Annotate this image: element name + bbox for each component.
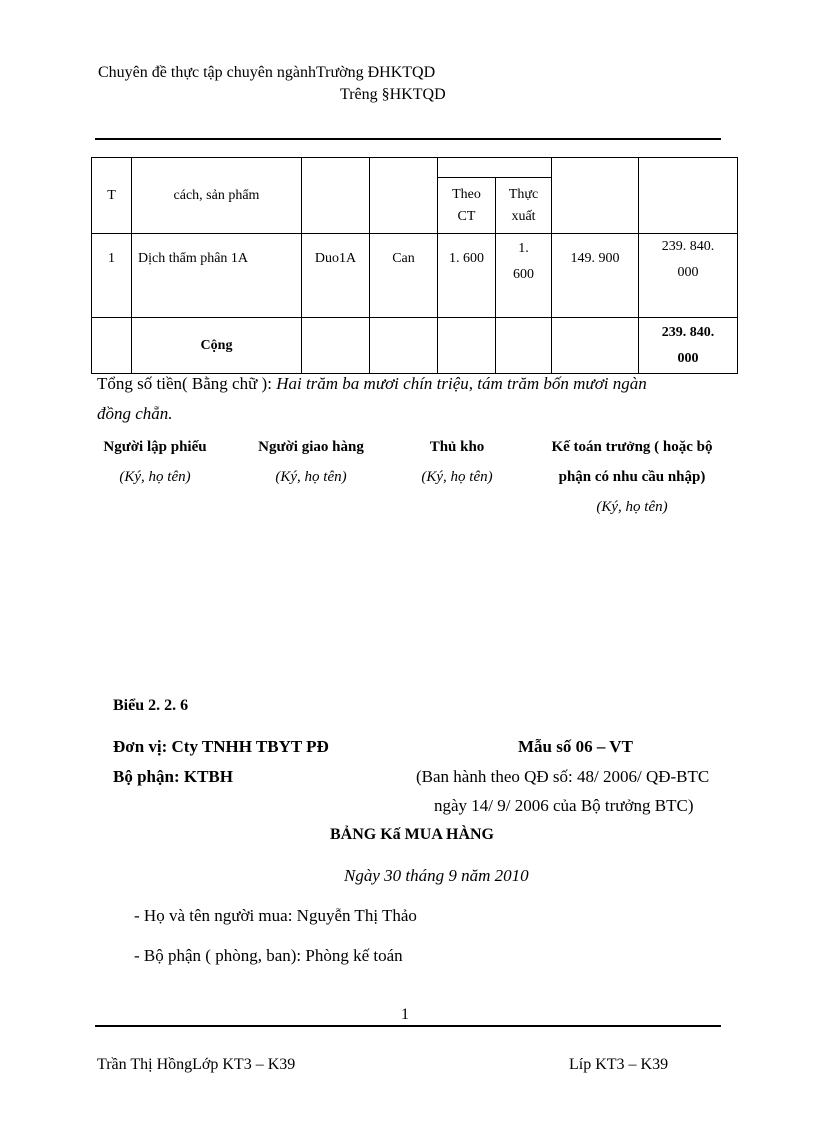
- signature-accountant-title: Kế toán trưởng ( hoặc bộ: [551, 439, 713, 455]
- amount-words-value-1: Hai trăm ba mươi chín triệu, tám trăm bốn mươi ngàn: [276, 374, 647, 393]
- head-qty-group: [438, 158, 552, 178]
- head-unit: [370, 158, 438, 234]
- bo-phan: Bộ phận: KTBH: [113, 767, 233, 786]
- total-amount-2: 000: [677, 350, 699, 366]
- head-theo: Theo: [452, 186, 481, 202]
- total-row: [92, 318, 738, 374]
- footer-right: Líp KT3 – K39: [569, 1056, 669, 1073]
- head-stt: T: [92, 158, 132, 234]
- signature-accountant: [526, 432, 738, 522]
- head-thuc: Thực: [508, 186, 539, 202]
- row-qty-ct: 1. 600: [438, 234, 496, 318]
- don-vi: Đơn vị: Cty TNHH TBYT PĐ: [113, 737, 329, 756]
- header-line-1: Chuyên đề thực tập chuyên ngànhTrường ĐHKTQD: [98, 64, 436, 81]
- head-thuc-xuat: [496, 178, 552, 234]
- head-amount: [639, 158, 738, 234]
- amount-words-line-1: [97, 374, 647, 394]
- signature-creator-title: Người lập phiếu: [103, 439, 207, 455]
- head-price: [552, 158, 639, 234]
- form-date: Ngày 30 tháng 9 năm 2010: [344, 866, 529, 885]
- footer-left: Trần Thị HồngLớp KT3 – K39: [97, 1056, 296, 1073]
- signature-deliverer: [238, 432, 384, 492]
- row-unit: Can: [370, 234, 438, 318]
- row-stt: 1: [92, 234, 132, 318]
- signature-deliverer-note: (Ký, họ tên): [275, 469, 347, 485]
- signature-creator: [85, 432, 225, 492]
- bieu-label: Biểu 2. 2. 6: [113, 697, 189, 714]
- ban-hanh-1: (Ban hành theo QĐ số: 48/ 2006/ QĐ-BTC: [416, 767, 710, 786]
- page-number: 1: [401, 1006, 409, 1023]
- row-amount-1: 239. 840.: [661, 239, 715, 254]
- head-code: [302, 158, 370, 234]
- total-amount: [639, 318, 738, 374]
- signature-storekeeper: [402, 432, 512, 492]
- header-line-2: Trêng §HKTQD: [340, 86, 446, 103]
- row-amount-2: 000: [677, 265, 699, 280]
- buyer-department: - Bộ phận ( phòng, ban): Phòng kế toán: [134, 946, 403, 965]
- row-name: Dịch thẩm phân 1A: [132, 234, 302, 318]
- mau-so: Mẫu số 06 – VT: [518, 737, 633, 756]
- goods-table: [91, 157, 738, 374]
- amount-words-label: Tổng số tiền( Bằng chữ ):: [97, 374, 272, 393]
- signature-creator-note: (Ký, họ tên): [119, 469, 191, 485]
- signature-storekeeper-title: Thủ kho: [429, 439, 485, 455]
- signature-accountant-title-2: phận có nhu cầu nhập): [558, 469, 706, 485]
- row-amount: [639, 234, 738, 318]
- row-qty-real-1: 1.: [518, 241, 529, 256]
- form-title: BẢNG Kấ MUA HÀNG: [330, 826, 494, 843]
- head-theo-ct: [438, 178, 496, 234]
- buyer-name: - Họ và tên người mua: Nguyễn Thị Thảo: [134, 906, 417, 925]
- amount-words-value-2: đồng chẵn.: [97, 404, 173, 423]
- head-name: cách, sản phẩm: [132, 158, 302, 234]
- row-code: Duo1A: [302, 234, 370, 318]
- table-row: [92, 234, 738, 318]
- signature-accountant-note: (Ký, họ tên): [596, 499, 668, 515]
- head-xuat: xuất: [511, 208, 536, 224]
- total-label: Cộng: [132, 318, 302, 374]
- row-qty-real-2: 600: [513, 267, 534, 282]
- header-rule: [95, 138, 721, 140]
- total-amount-1: 239. 840.: [661, 324, 715, 340]
- row-qty-real: [496, 234, 552, 318]
- ban-hanh-2: ngày 14/ 9/ 2006 của Bộ trưởng BTC): [434, 796, 694, 815]
- row-price: 149. 900: [552, 234, 639, 318]
- signature-storekeeper-note: (Ký, họ tên): [421, 469, 493, 485]
- signature-deliverer-title: Người giao hàng: [258, 439, 364, 455]
- head-ct: CT: [457, 208, 476, 224]
- footer-rule: [95, 1025, 721, 1027]
